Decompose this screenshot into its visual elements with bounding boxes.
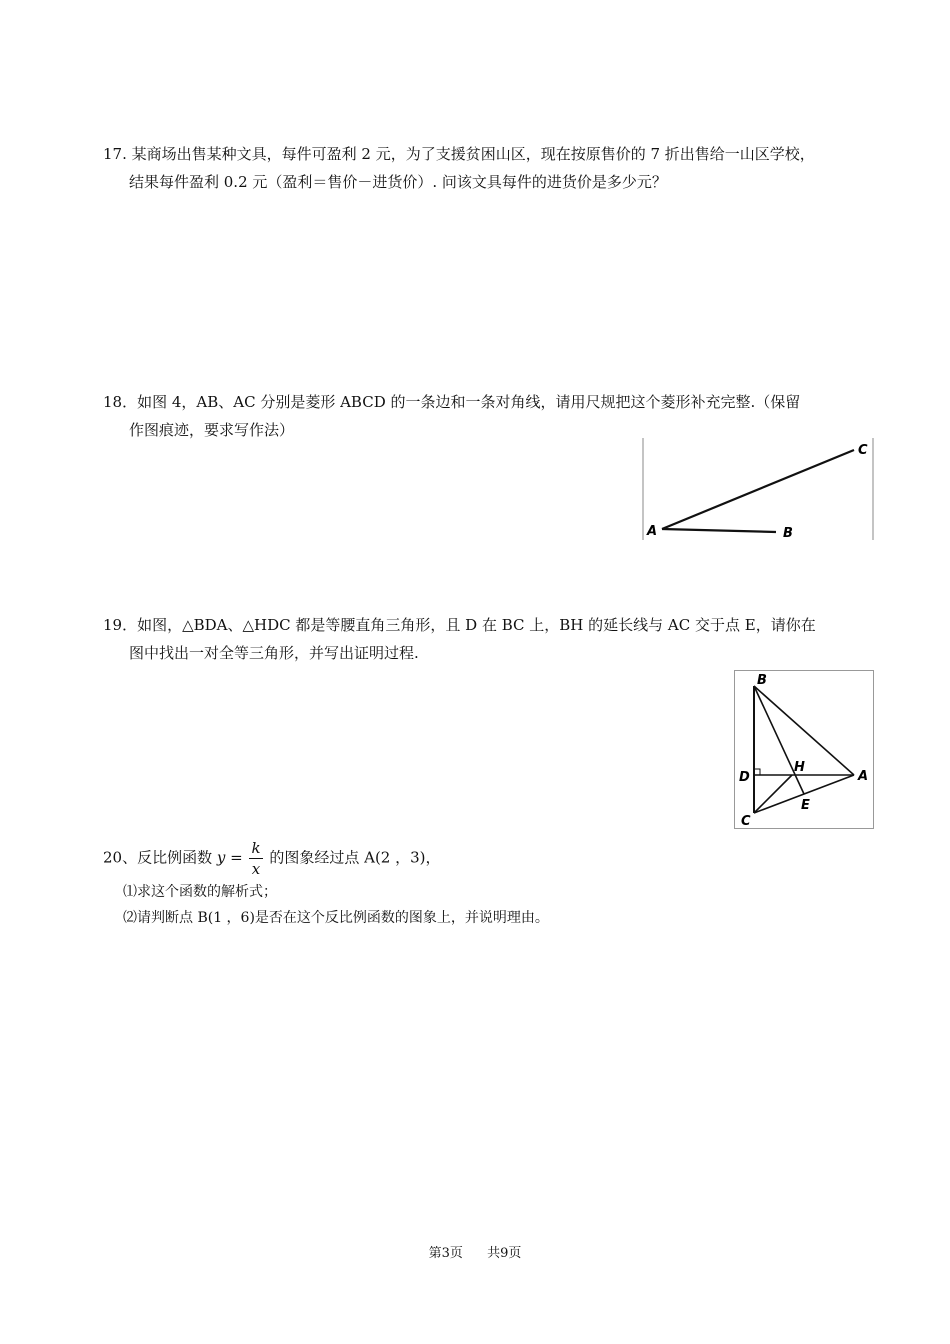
point-label-h: H: [794, 760, 805, 775]
question-17-line-1: 17. 某商场出售某种文具，每件可盈利 2 元，为了支援贫困山区，现在按原售价的 7 折出售给一山区学校，: [103, 145, 815, 163]
question-18-line-1: 18．如图 4，AB、AC 分别是菱形 ABCD 的一条边和一条对角线，请用尺规把这个菱形补充完整.（保留: [103, 393, 801, 411]
figure-4-rhombus-diagram: [642, 436, 874, 540]
question-19-line-1: 19．如图，△BDA、△HDC 都是等腰直角三角形，且 D 在 BC 上，BH 的延长线与 AC 交于点 E，请你在: [103, 616, 816, 634]
question-20-suffix: 的图象经过点 A(2 ，3)，: [269, 848, 441, 867]
fraction-k-over-x: [249, 838, 262, 879]
equation-lhs: y =: [216, 848, 243, 867]
fraction-denominator: x: [251, 860, 261, 878]
point-label-c: C: [741, 814, 751, 829]
segment-ch: [754, 775, 792, 813]
question-20: [103, 838, 883, 931]
point-label-a: A: [647, 524, 658, 539]
segment-ac: [662, 450, 854, 529]
question-19: [103, 611, 883, 667]
page-number: 第3页: [428, 1246, 463, 1261]
point-label-d: D: [739, 770, 750, 785]
point-label-c: C: [858, 443, 868, 458]
point-label-b: B: [757, 673, 767, 688]
triangle-diagram-svg: [734, 670, 874, 829]
page-total: 共9页: [487, 1246, 522, 1261]
question-20-stem: [103, 838, 883, 879]
question-18-line-2: 作图痕迹，要求写作法）: [129, 421, 295, 439]
question-20-prefix: 20、反比例函数: [103, 848, 213, 867]
fraction-numerator: k: [251, 839, 261, 857]
question-20-part-1: ⑴求这个函数的解析式；: [123, 884, 277, 900]
page-footer: [0, 1242, 950, 1261]
question-19-line-2: 图中找出一对全等三角形，并写出证明过程.: [129, 644, 419, 662]
point-label-a: A: [858, 769, 869, 784]
figure-4-svg: [642, 436, 874, 540]
question-17-line-2: 结果每件盈利 0.2 元（盈利＝售价－进货价）. 问该文具每件的进货价是多少元？: [129, 173, 667, 191]
question-17: [103, 140, 883, 196]
segment-be: [754, 686, 804, 794]
triangle-diagram: [734, 670, 874, 829]
point-label-e: E: [801, 798, 810, 813]
segment-ab: [662, 529, 776, 532]
question-20-part-2: ⑵请判断点 B(1 ，6)是否在这个反比例函数的图象上，并说明理由。: [123, 910, 549, 926]
point-label-b: B: [783, 526, 793, 540]
